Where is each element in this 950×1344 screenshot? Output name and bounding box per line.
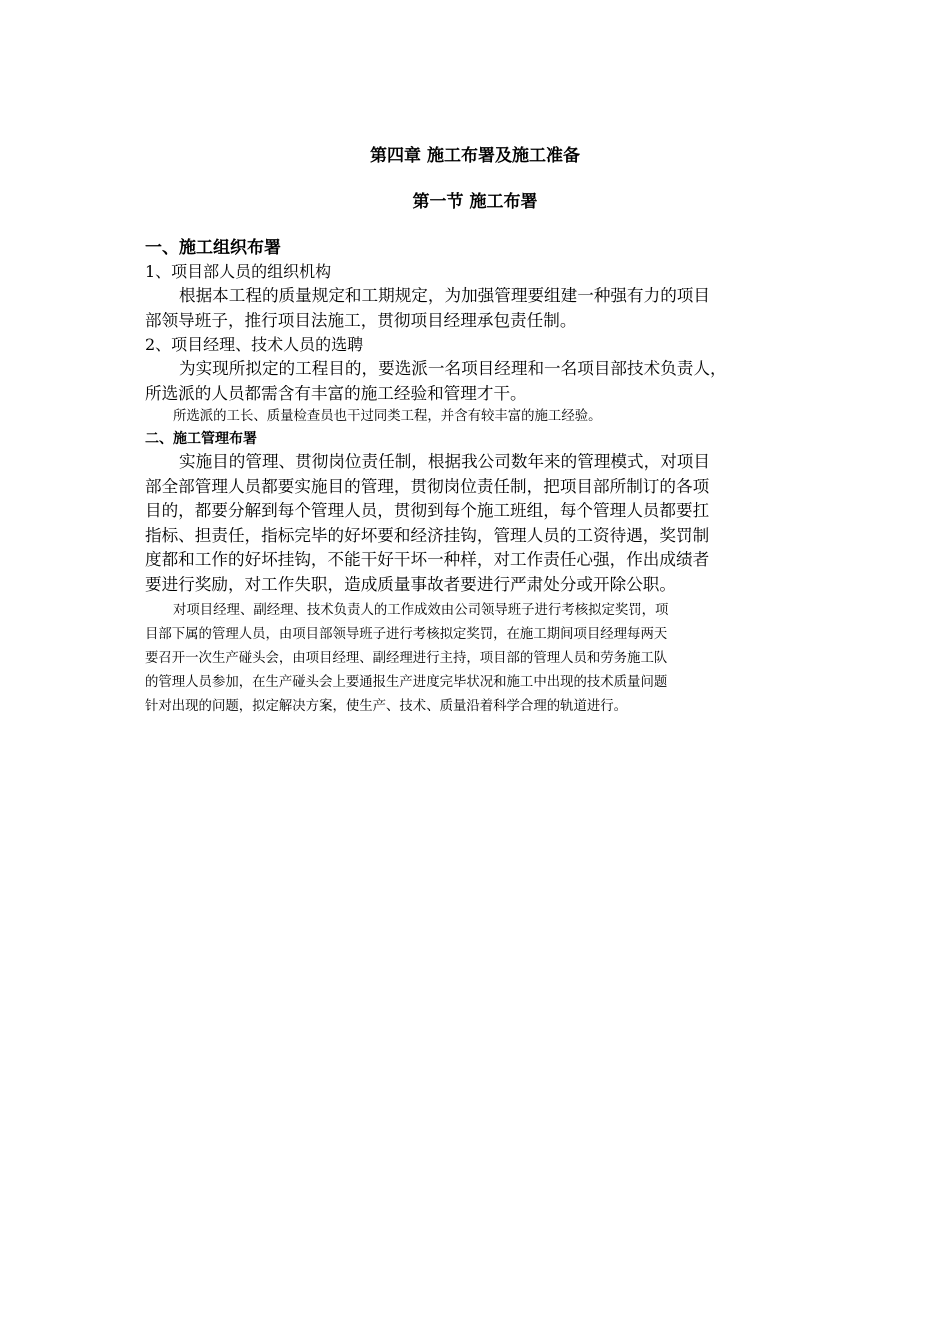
part2-paragraph-2 xyxy=(145,599,820,719)
item2-note xyxy=(145,406,820,428)
paragraph-line: 对项目经理、副经理、技术负责人的工作成效由公司领导班子进行考核拟定奖罚，项 xyxy=(173,603,669,618)
part2-paragraph-1 xyxy=(145,450,820,597)
item1-title: 1、项目部人员的组织机构 xyxy=(145,262,332,281)
item1-paragraph xyxy=(145,284,820,333)
paragraph-line: 部全部管理人员都要实施目的管理，贯彻岗位责任制，把项目部所制订的各项 xyxy=(145,476,710,496)
item2-title: 2、项目经理、技术人员的选聘 xyxy=(145,335,364,354)
paragraph-line: 目的，都要分解到每个管理人员，贯彻到每个施工班组，每个管理人员都要扛 xyxy=(145,501,710,520)
chapter-title: 第四章 施工布署及施工准备 xyxy=(370,146,580,166)
section-title: 第一节 施工布署 xyxy=(412,192,538,212)
paragraph-line: 指标、担责任，指标完毕的好坏要和经济挂钩，管理人员的工资待遇，奖罚制 xyxy=(145,525,710,545)
paragraph-line: 度都和工作的好坏挂钩，不能干好干坏一种样，对工作责任心强，作出成绩者 xyxy=(145,550,710,569)
paragraph-line: 的管理人员参加，在生产碰头会上要通报生产进度完毕状况和施工中出现的技术质量问题 xyxy=(145,675,668,690)
part2-heading: 二、施工管理布署 xyxy=(145,431,257,447)
paragraph-line: 目部下属的管理人员，由项目部领导班子进行考核拟定奖罚，在施工期间项目经理每两天 xyxy=(145,627,668,642)
paragraph-line: 要进行奖励，对工作失职，造成质量事故者要进行严肃处分或开除公职。 xyxy=(145,574,676,594)
part1-heading: 一、施工组织布署 xyxy=(145,238,281,258)
paragraph-line: 为实现所拟定的工程目的，要选派一名项目经理和一名项目部技术负责人， xyxy=(179,359,727,378)
document-body xyxy=(145,236,820,719)
paragraph-line: 根据本工程的质量规定和工期规定，为加强管理要组建一种强有力的项目 xyxy=(179,286,710,305)
paragraph-line: 部领导班子，推行项目法施工，贯彻项目经理承包责任制。 xyxy=(145,310,577,330)
paragraph-line: 实施目的管理、贯彻岗位责任制，根据我公司数年来的管理模式，对项目 xyxy=(179,452,710,471)
paragraph-line: 所选派的工长、质量检查员也干过同类工程，并含有较丰富的施工经验。 xyxy=(173,409,602,424)
paragraph-line: 针对出现的问题，拟定解决方案，使生产、技术、质量沿着科学合理的轨道进行。 xyxy=(145,699,628,714)
paragraph-line: 所选派的人员都需含有丰富的施工经验和管理才干。 xyxy=(145,383,527,403)
paragraph-line: 要召开一次生产碰头会，由项目经理、副经理进行主持，项目部的管理人员和劳务施工队 xyxy=(145,651,668,666)
item2-paragraph xyxy=(145,357,820,406)
